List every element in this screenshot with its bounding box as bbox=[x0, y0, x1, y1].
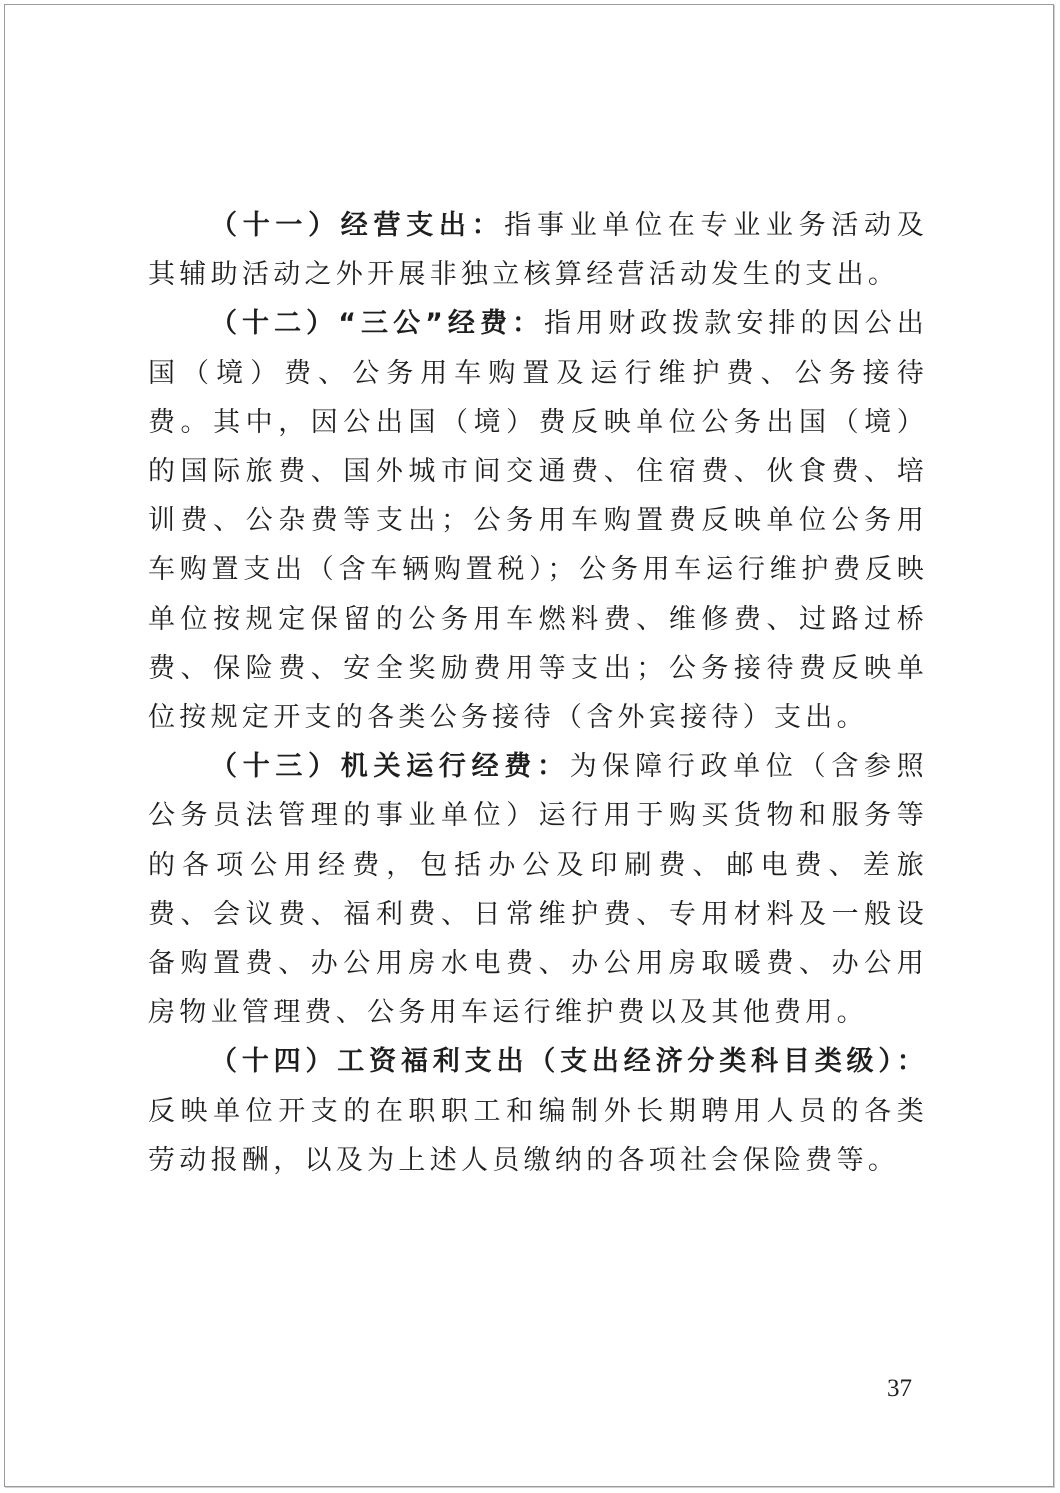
paragraph-term: （十一）经营支出： bbox=[210, 210, 505, 241]
paragraph-term: （十四）工资福利支出（支出经济分类科目类级）： bbox=[210, 1046, 928, 1078]
paragraph-text: 为保障行政单位（含参照公务员法管理的事业单位）运行用于购买货物和服务等的各项公用经费，包括办公及印刷费、邮电费、差旅费、会议费、福利费、日常维护费、专用材料及一般设备购置费、办公用房水电费、办公用房取暖费、办公用房物业管理费、公务用车运行维护费以及其他费用。 bbox=[148, 751, 928, 1029]
paragraph-agency-operating-expenses bbox=[148, 742, 928, 1037]
document-body bbox=[148, 201, 928, 1185]
paragraph-three-public-expenses bbox=[148, 299, 928, 742]
paragraph-text: 反映单位开支的在职职工和编制外长期聘用人员的各类劳动报酬，以及为上述人员缴纳的各项社会保险费等。 bbox=[148, 1095, 928, 1176]
paragraph-term: （十二）“三公”经费： bbox=[210, 308, 545, 340]
paragraph-wages-welfare bbox=[148, 1037, 928, 1185]
paragraph-text: 指用财政拨款安排的因公出国（境）费、公务用车购置及运行维护费、公务接待费。其中，因公出国（境）费反映单位公务出国（境）的国际旅费、国外城市间交通费、住宿费、伙食费、培训费、公杂费等支出；公务用车购置费反映单位公务用车购置支出（含车辆购置税）；公务用车运行维护费反映单位按规定保留的公务用车燃料费、维修费、过路过桥费、保险费、安全奖励费用等支出；公务接待费反映单位按规定开支的各类公务接待（含外宾接待）支出。 bbox=[148, 308, 928, 734]
page-number: 37 bbox=[887, 1375, 912, 1402]
document-page bbox=[4, 4, 1054, 1487]
paragraph-business-expenditure bbox=[148, 201, 928, 299]
paragraph-text: 指事业单位在专业业务活动及其辅助活动之外开展非独立核算经营活动发生的支出。 bbox=[148, 210, 928, 291]
paragraph-term: （十三）机关运行经费： bbox=[210, 751, 570, 783]
